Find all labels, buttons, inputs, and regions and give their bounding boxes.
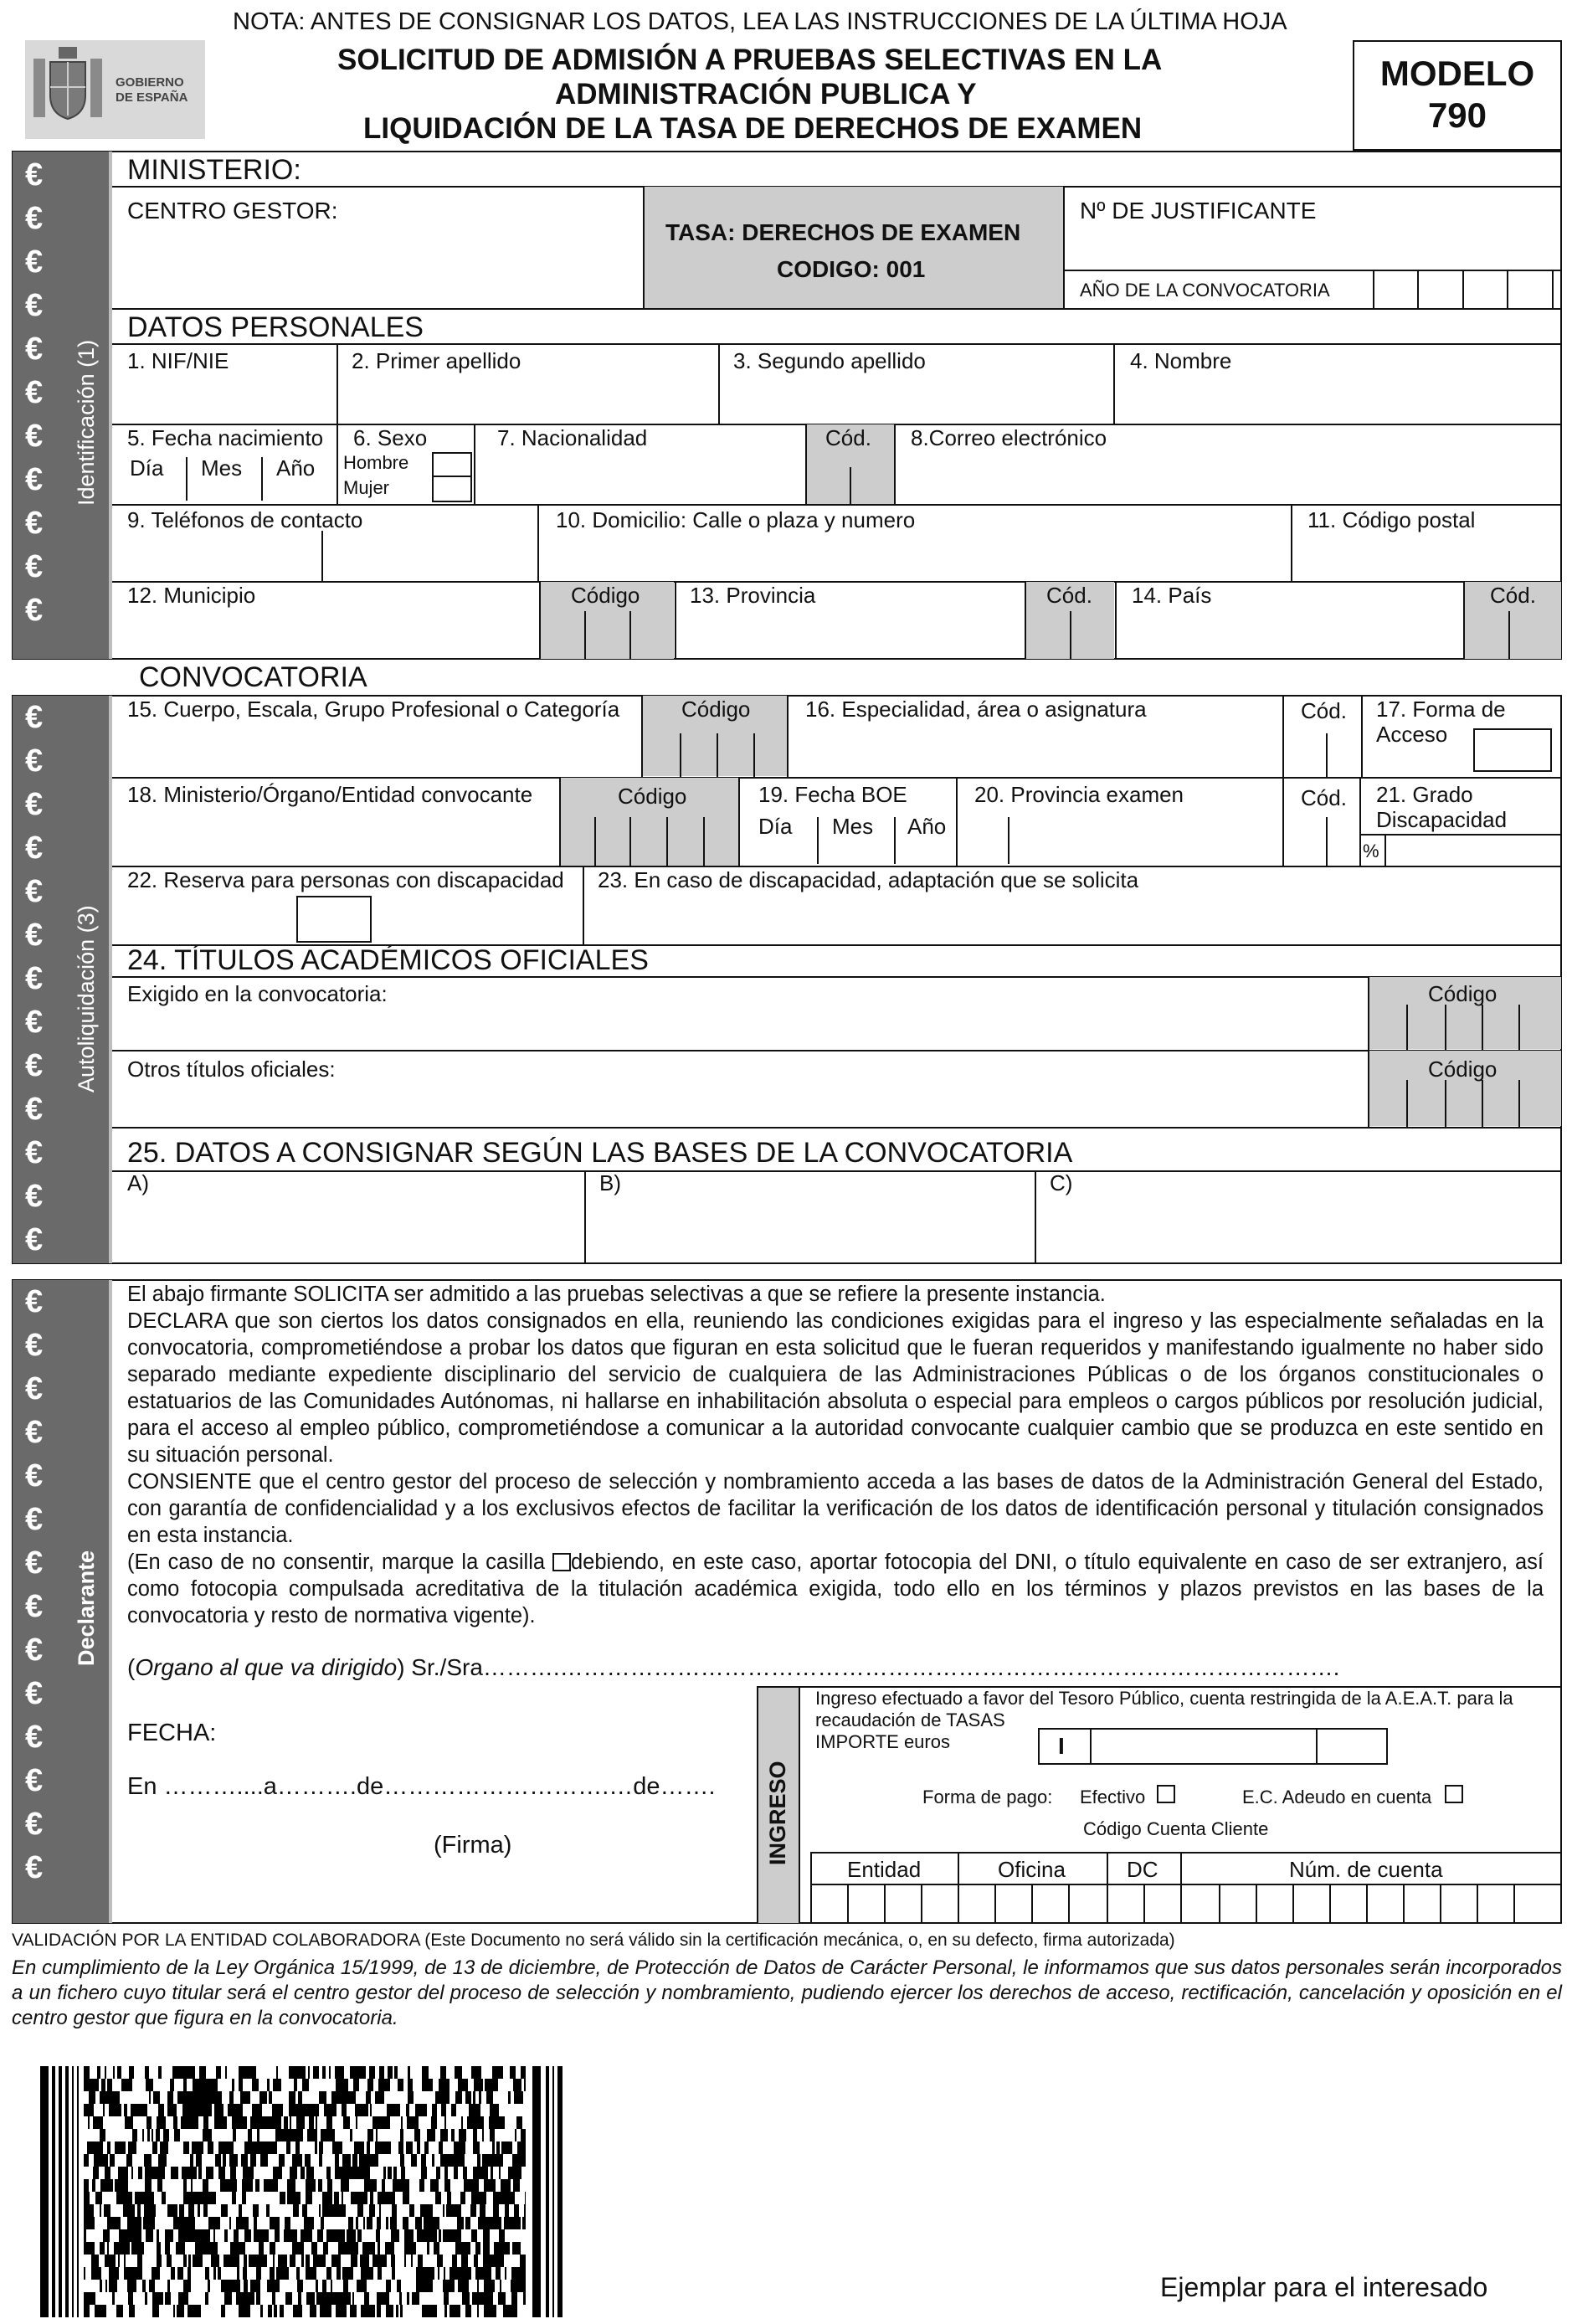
fecha-nac-mes[interactable]: Mes: [201, 455, 243, 481]
section-autoliquidacion-label: Autoliquidación (3): [74, 905, 99, 1093]
fecha-label: FECHA:: [127, 1720, 217, 1746]
euro-icon: €: [25, 506, 44, 541]
euro-icon: €: [25, 787, 44, 822]
form-title-line1: SOLICITUD DE ADMISIÓN A PRUEBAS SELECTIVAS EN LA: [337, 44, 1163, 76]
oficina-label: Oficina: [998, 1857, 1066, 1882]
forma-acceso-input[interactable]: [1473, 728, 1552, 772]
convocatoria-heading: CONVOCATORIA: [139, 661, 367, 693]
euro-icon: €: [25, 157, 44, 193]
form-title-line3: LIQUIDACIÓN DE LA TASA DE DERECHOS DE EXAMEN: [363, 112, 1143, 145]
tasa-label: TASA: DERECHOS DE EXAMEN: [665, 219, 1021, 245]
euro-icon: €: [25, 419, 44, 454]
euro-icon: €: [25, 1415, 44, 1450]
nombre-field[interactable]: 4. Nombre: [1130, 348, 1232, 373]
adeudo-cuenta-checkbox[interactable]: [1445, 1785, 1463, 1803]
ingreso-label: INGRESO: [765, 1761, 790, 1865]
section-identificacion-label: Identificación (1): [74, 339, 99, 506]
fecha-boe-dia[interactable]: Día: [758, 814, 793, 839]
no-consentir-checkbox[interactable]: [552, 1553, 571, 1571]
euro-icon: €: [25, 874, 44, 909]
euro-icon: €: [25, 593, 44, 628]
modelo-label: MODELO: [1379, 54, 1535, 93]
euro-icon: €: [25, 1458, 44, 1494]
euro-icon: €: [25, 1048, 44, 1083]
importe-input[interactable]: [1038, 1728, 1388, 1765]
euro-icon: €: [25, 288, 44, 323]
grado-discapacidad-label-1: 21. Grado: [1376, 782, 1473, 807]
ingreso-info-line2: recaudación de TASAS: [815, 1710, 1005, 1730]
no-consentir-paragraph: [127, 1549, 1544, 1629]
sexo-mujer-checkbox[interactable]: [432, 476, 472, 502]
importe-prefix: I: [1058, 1733, 1065, 1759]
discapacidad-percent: %: [1363, 841, 1379, 861]
provincia-examen-cod-label: Cód.: [1301, 785, 1347, 810]
organo-dirigido-label: Organo al que va dirigido: [135, 1654, 398, 1680]
solicita-paragraph: El abajo firmante SOLICITA ser admitido a las pruebas selectivas a que se refiere la presente instancia.: [127, 1283, 1106, 1306]
reserva-discapacidad-input[interactable]: [296, 896, 372, 943]
fecha-nac-anio[interactable]: Año: [276, 455, 316, 481]
fecha-boe-mes[interactable]: Mes: [832, 814, 874, 839]
euro-icon: €: [25, 1092, 44, 1127]
euro-icon: €: [25, 1005, 44, 1040]
euro-icon: €: [25, 375, 44, 410]
correo-electronico-field[interactable]: 8.Correo electrónico: [911, 425, 1107, 450]
modelo-number: 790: [1427, 95, 1487, 135]
no-consentir-text-1: (En caso de no consentir, marque la casilla: [127, 1550, 546, 1574]
forma-acceso-label-2: Acceso: [1376, 722, 1448, 747]
euro-icon: €: [25, 1545, 44, 1581]
sexo-hombre-label: Hombre: [343, 452, 409, 473]
tasa-codigo: CODIGO: 001: [777, 256, 926, 282]
barcode: [40, 2066, 566, 2317]
euro-icon: €: [25, 201, 44, 236]
sexo-hombre-checkbox[interactable]: [432, 452, 472, 477]
lugar-fecha-line[interactable]: En ………....a……….de……………………….…de…….: [127, 1773, 716, 1800]
datos-personales-heading: DATOS PERSONALES: [127, 311, 424, 343]
ingreso-info-line1: Ingreso efectuado a favor del Tesoro Público, cuenta restringida de la A.E.A.T. para la: [815, 1688, 1513, 1709]
euro-icon: €: [25, 830, 44, 866]
declara-paragraph: DECLARA que son ciertos los datos consignados en ella, reuniendo las condiciones exigidas para el ingreso y las especialmente señaladas en la convocatoria, comprometiéndose a probar los datos que figuran en esta solicitud que le fueran requeridos y manifestando igualmente no haber sido separado mediante expediente disciplinario del servicio de cualquiera de las Administraciones Públicas o de los órganos constitucionales o estatuarios de las Comunidades Autónomas, ni hallarse en inhabilitación absoluta o especial para empleos o cargos públicos por resolución judicial, para el acceso al empleo público, comprometiéndose a comunicar a la autoridad convocante cualquier cambio que se produzca en este sentido en su situación personal.: [127, 1309, 1544, 1467]
entidad-label: Entidad: [847, 1857, 922, 1882]
euro-icon: €: [25, 1763, 44, 1798]
provincia-cod-label: Cód.: [1046, 583, 1092, 608]
section-declarante-label: Declarante: [74, 1550, 99, 1666]
organo-dirigido-line[interactable]: (Organo al que va dirigido) Sr./Sra……….……………………………………………………………………………………….: [127, 1654, 1340, 1680]
sexo-mujer-label: Mujer: [343, 477, 390, 498]
provincia-field[interactable]: 13. Provincia: [690, 583, 816, 608]
euro-icon: €: [25, 332, 44, 367]
adaptacion-field[interactable]: 23. En caso de discapacidad, adaptación que se solicita: [598, 867, 1139, 892]
forma-pago-label: Forma de pago:: [922, 1787, 1053, 1807]
pais-cod-label: Cód.: [1490, 583, 1536, 608]
num-cuenta-label: Núm. de cuenta: [1289, 1857, 1443, 1882]
euro-icon: €: [25, 1807, 44, 1842]
logo-gobierno: [25, 40, 205, 139]
no-consentir-text-2: debiendo, en este caso, aportar fotocopia del DNI, o título equivalente en caso de ser extranjero, así como fotocopia compulsada acreditativa de la titulación académica exigida, todo ello en los términos y plazos previstos en las bases de la convocatoria y resto de normativa vigente).: [127, 1550, 1544, 1627]
coat-of-arms-icon: [25, 40, 205, 139]
fecha-boe-anio[interactable]: Año: [907, 814, 947, 839]
form-title-line2: ADMINISTRACIÓN PUBLICA Y: [555, 78, 977, 111]
efectivo-checkbox[interactable]: [1157, 1785, 1175, 1803]
lopd-text: En cumplimiento de la Ley Orgánica 15/1999, de 13 de diciembre, de Protección de Datos de Carácter Personal, le informamos que sus datos personales serán incorporados a un fichero cuyo titular será el centro gestor del proceso de selección y nombramiento, pudiendo ejercer los derechos de acceso, rectificación, cancelación y oposición en el centro gestor que figura en la convocatoria.: [12, 1956, 1562, 2029]
euro-icon: €: [25, 1135, 44, 1170]
euro-icon: €: [25, 549, 44, 584]
otros-titulos-field[interactable]: Otros títulos oficiales:: [127, 1057, 336, 1082]
forma-acceso-label-1: 17. Forma de: [1376, 697, 1506, 722]
segundo-apellido-field[interactable]: 3. Segundo apellido: [733, 348, 926, 373]
logo-text-2: DE ESPAÑA: [116, 90, 188, 105]
pais-field[interactable]: 14. País: [1132, 583, 1212, 608]
otros-titulos-codigo-label: Código: [1428, 1057, 1498, 1082]
grado-discapacidad-label-2: Discapacidad: [1376, 807, 1508, 832]
euro-icon: €: [25, 700, 44, 735]
nif-field[interactable]: 1. NIF/NIE: [127, 348, 229, 373]
importe-label: IMPORTE euros: [815, 1731, 950, 1752]
sexo-label: 6. Sexo: [353, 425, 428, 450]
dato-b-field[interactable]: B): [599, 1170, 621, 1195]
justificante-label[interactable]: Nº DE JUSTIFICANTE: [1080, 198, 1317, 224]
declaracion-text: [127, 1281, 1544, 1629]
logo-text-1: GOBIERNO: [116, 75, 184, 90]
fecha-boe-label: 19. Fecha BOE: [758, 782, 907, 807]
adeudo-cuenta-label: E.C. Adeudo en cuenta: [1242, 1787, 1432, 1807]
anio-convocatoria-label: AÑO DE LA CONVOCATORIA: [1080, 280, 1330, 301]
nota-instrucciones: NOTA: ANTES DE CONSIGNAR LOS DATOS, LEA LAS INSTRUCCIONES DE LA ÚLTIMA HOJA: [233, 8, 1287, 35]
euro-icon: €: [25, 1328, 44, 1363]
domicilio-field[interactable]: 10. Domicilio: Calle o plaza y numero: [556, 507, 916, 532]
cuerpo-codigo-label: Código: [681, 697, 751, 722]
dc-label: DC: [1127, 1857, 1158, 1882]
reserva-discapacidad-label: 22. Reserva para personas con discapacidad: [127, 867, 564, 892]
ministerio-label: MINISTERIO:: [127, 154, 301, 186]
dato-c-field[interactable]: C): [1050, 1170, 1073, 1195]
euro-icon: €: [25, 1720, 44, 1755]
fecha-nacimiento-label: 5. Fecha nacimiento: [127, 425, 324, 450]
euro-icon: €: [25, 462, 44, 497]
modelo-box: [1353, 40, 1562, 151]
dato-a-field[interactable]: A): [127, 1170, 149, 1195]
consiente-paragraph: CONSIENTE que el centro gestor del proceso de selección y nombramiento acceda a las bases de datos de la Administración General del Estado, con garantía de confidencialidad y a los exclusivos efectos de facilitar la verificación de los datos de identificación personal y titulación consignados en esta instancia.: [127, 1470, 1544, 1547]
codigo-postal-field[interactable]: 11. Código postal: [1307, 507, 1476, 532]
euro-icon: €: [25, 743, 44, 779]
efectivo-label: Efectivo: [1080, 1787, 1146, 1807]
datos-bases-heading: 25. DATOS A CONSIGNAR SEGÚN LAS BASES DE LA CONVOCATORIA: [127, 1137, 1073, 1169]
nacionalidad-cod-label: Cód.: [825, 425, 871, 450]
ccc-label: Código Cuenta Cliente: [1083, 1818, 1269, 1839]
convocante-codigo-label: Código: [618, 784, 687, 809]
telefonos-field[interactable]: 9. Teléfonos de contacto: [127, 507, 363, 532]
euro-icon: €: [25, 961, 44, 996]
nacionalidad-field[interactable]: 7. Nacionalidad: [497, 425, 648, 450]
euro-icon: €: [25, 1284, 44, 1319]
fecha-nac-dia[interactable]: Día: [130, 455, 164, 481]
euro-icon: €: [25, 1502, 44, 1537]
euro-icon: €: [25, 918, 44, 953]
euro-icon: €: [25, 1589, 44, 1624]
titulo-exigido-field[interactable]: Exigido en la convocatoria:: [127, 981, 388, 1006]
euro-icon: €: [25, 1850, 44, 1885]
ejemplar-label: Ejemplar para el interesado: [1160, 2272, 1488, 2302]
provincia-examen-field[interactable]: 20. Provincia examen: [974, 782, 1184, 807]
especialidad-cod-label: Cód.: [1301, 698, 1347, 723]
titulo-exigido-codigo-label: Código: [1428, 981, 1498, 1006]
euro-icon: €: [25, 244, 44, 280]
euro-icon: €: [25, 1371, 44, 1406]
ministerio-convocante-field[interactable]: 18. Ministerio/Órgano/Entidad convocante: [127, 782, 533, 807]
titulos-heading: 24. TÍTULOS ACADÉMICOS OFICIALES: [127, 944, 649, 976]
firma-label: (Firma): [434, 1832, 512, 1859]
cuerpo-escala-field[interactable]: 15. Cuerpo, Escala, Grupo Profesional o Categoría: [127, 697, 620, 722]
especialidad-field[interactable]: 16. Especialidad, área o asignatura: [805, 697, 1147, 722]
validacion-text: VALIDACIÓN POR LA ENTIDAD COLABORADORA (Este Documento no será válido sin la certificación mecánica, o, en su defecto, firma autorizada): [12, 1931, 1175, 1950]
euro-icon: €: [25, 1222, 44, 1257]
euro-icon: €: [25, 1632, 44, 1668]
primer-apellido-field[interactable]: 2. Primer apellido: [352, 348, 521, 373]
municipio-codigo-label: Código: [571, 583, 640, 608]
euro-icon: €: [25, 1179, 44, 1214]
centro-gestor-label[interactable]: CENTRO GESTOR:: [127, 198, 338, 224]
autoliquidacion-section: [12, 695, 1562, 1264]
ccc-input[interactable]: [810, 1852, 1562, 1924]
municipio-field[interactable]: 12. Municipio: [127, 583, 256, 608]
euro-icon: €: [25, 1676, 44, 1711]
tasa-box: [645, 187, 1063, 308]
